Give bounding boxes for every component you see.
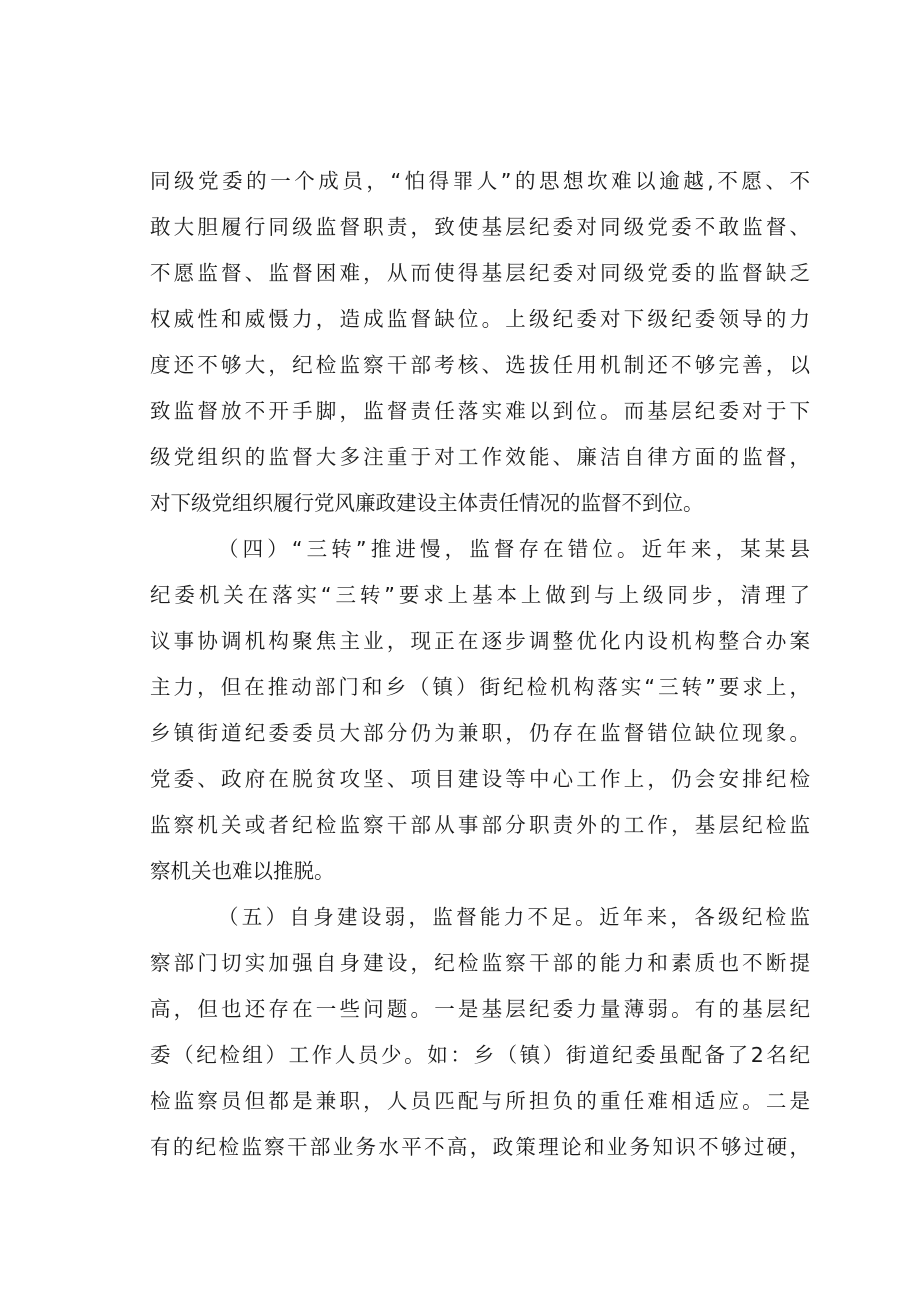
paragraph (150, 894, 810, 1170)
text-line: 敢大胆履行同级监督职责，致使基层纪委对同级党委不敢监督、 (150, 215, 810, 239)
text-line: 级党组织的监督大多注重于对工作效能、廉洁自律方面的监督， (150, 445, 810, 469)
text-line: 委（纪检组）工作人员少。如：乡（镇）街道纪委虽配备了2名纪 (150, 1043, 810, 1067)
text-line: 致监督放不开手脚，监督责任落实难以到位。而基层纪委对于下 (150, 399, 810, 423)
text-line: 有的纪检监察干部业务水平不高，政策理论和业务知识不够过硬， (150, 1135, 810, 1159)
text-line: （四）“三转”推进慢，监督存在错位。近年来，某某县 (218, 537, 810, 561)
document-body (150, 158, 810, 1170)
text-line: 权威性和威慑力，造成监督缺位。上级纪委对下级纪委领导的力 (150, 307, 810, 331)
text-line: 主力，但在推动部门和乡（镇）街纪检机构落实“三转”要求上， (150, 675, 810, 699)
text-line: 乡镇街道纪委委员大部分仍为兼职，仍存在监督错位缺位现象。 (150, 721, 810, 745)
text-line: 检监察员但都是兼职，人员匹配与所担负的重任难相适应。二是 (150, 1089, 810, 1113)
text-line: 对下级党组织履行党风廉政建设主体责任情况的监督不到位。 (150, 491, 704, 515)
text-line: 党委、政府在脱贫攻坚、项目建设等中心工作上，仍会安排纪检 (150, 767, 810, 791)
text-line: 同级党委的一个成员，“怕得罪人”的思想坎难以逾越,不愿、不 (150, 169, 810, 193)
text-line: 不愿监督、监督困难，从而使得基层纪委对同级党委的监督缺乏 (150, 261, 810, 285)
text-line: 纪委机关在落实“三转”要求上基本上做到与上级同步，清理了 (150, 583, 810, 607)
text-line: 议事协调机构聚焦主业，现正在逐步调整优化内设机构整合办案 (150, 629, 810, 653)
text-line: 高，但也还存在一些问题。一是基层纪委力量薄弱。有的基层纪 (150, 997, 810, 1021)
text-line: 察部门切实加强自身建设，纪检监察干部的能力和素质也不断提 (150, 951, 810, 975)
paragraph (150, 158, 810, 526)
text-line: （五）自身建设弱，监督能力不足。近年来，各级纪检监 (218, 905, 810, 929)
paragraph (150, 526, 810, 894)
text-line: 度还不够大，纪检监察干部考核、选拔任用机制还不够完善，以 (150, 353, 810, 377)
text-line: 监察机关或者纪检监察干部从事部分职责外的工作，基层纪检监 (150, 813, 810, 837)
text-line: 察机关也难以推脱。 (150, 859, 335, 883)
